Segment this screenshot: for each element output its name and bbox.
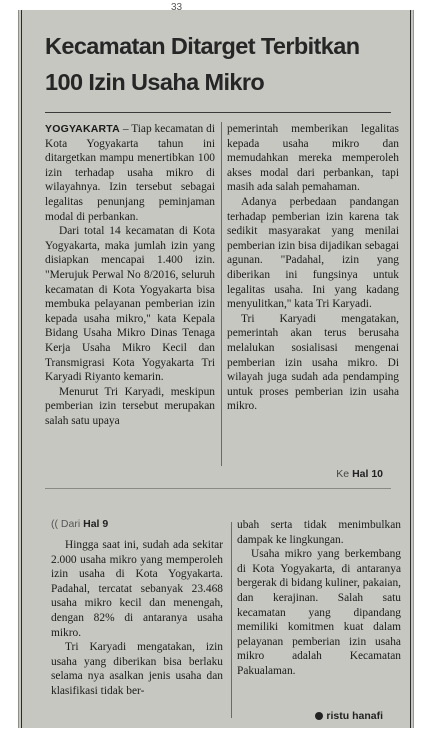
- article-paragraph: ubah serta tidak menimbulkan dampak ke lingkungan.: [237, 519, 401, 546]
- page-mark: 33: [171, 2, 183, 13]
- article-paragraph: Usaha mikro yang berkembang di Kota Yogyakarta, di antaranya bergerak di bidang kuliner, pakaian, dan kerajinan. Salah satu kecamatan yang dipandang memiliki komitmen kuat dalam pelayanan pemberian izin usaha mikro adalah Kecamatan Pakualaman.: [237, 548, 401, 677]
- column-divider: [221, 122, 222, 466]
- article-paragraph: Hingga saat ini, sudah ada sekitar 2.000 usaha mikro yang memperoleh izin usaha di Kota Yogyakarta. Padahal, tercatat sebanyak 23.468 usaha mikro kecil dan menengah, dengan 82% di antaranya usaha mikro.: [51, 539, 223, 639]
- continued-page: Hal 10: [352, 468, 383, 480]
- article-paragraph: Dari total 14 kecamatan di Kota Yogyakarta, maka jumlah izin yang disiapkan mencapai 1.400 izin. "Merujuk Perwal No 8/2016, seluruh kecamatan di Kota Yogyakarta bisa membuka pelayanan pemberian izin kepada usaha mikro," kata Kepala Bidang Usaha Mikro Dinas Tenaga Kerja Usaha Mikro Kecil dan Transmigrasi Kota Yogyakarta Tri Karyadi Riyanto kemarin.: [45, 225, 215, 384]
- continuation-column-2: [237, 518, 401, 679]
- continued-from-label: (( Dari Hal 9: [51, 518, 109, 530]
- newspaper-clipping: [18, 2, 414, 728]
- article-paragraph: Tri Karyadi mengatakan, pemerintah akan terus berusaha melalukan sosialisasi mengenai pemberian izin usaha mikro. Di wilayah juga sudah ada pendamping untuk proses pemberian izin usaha mikro.: [227, 312, 399, 413]
- headline-line-2: 100 Izin Usaha Mikro: [45, 69, 265, 95]
- frame-border-right: [410, 10, 411, 728]
- article-paragraph: Adanya perbedaan pandangan terhadap pemberian izin karena tak sedikit masyarakat yang menilai pemberian izin bisa dijadikan sebagai agunan. "Padahal, izin yang diberikan ini fungsinya untuk legalitas usaha. Ini yang kadang menyulitkan," kata Tri Karyadi.: [227, 195, 399, 311]
- article-column-2: [227, 122, 399, 414]
- article-paragraph: Menurut Tri Karyadi, meskipun pemberian izin tersebut merupakan salah satu upaya: [45, 385, 215, 427]
- article-paragraph: pemerintah memberikan legalitas kepada usaha mikro dan memudahkan mereka memperoleh akses modal dari perbankan, tapi masih ada salah pemahaman.: [227, 123, 399, 194]
- continued-from-page: Hal 9: [83, 518, 109, 530]
- frame-border-left: [21, 10, 22, 728]
- headline: [45, 28, 405, 100]
- article-paragraph: Tri Karyadi mengatakan, izin usaha yang diberikan bisa berlaku selama nya asalkan jenis usaha dan klasifikasi tidak ber-: [51, 641, 223, 697]
- column-divider: [231, 522, 232, 718]
- headline-rule: [45, 112, 391, 113]
- section-rule: [45, 488, 391, 489]
- headline-line-1: Kecamatan Ditarget Terbitkan: [45, 33, 360, 59]
- continued-on-label: Ke Hal 10: [336, 468, 383, 480]
- byline: ristu hanafi: [315, 710, 383, 722]
- byline-bullet-icon: [315, 712, 323, 720]
- continuation-column-1: [51, 538, 223, 699]
- dateline: YOGYAKARTA: [45, 123, 120, 135]
- article-paragraph: YOGYAKARTA – Tiap kecamatan di Kota Yogyakarta tahun ini ditargetkan mampu menertibkan 100 izin terhadap usaha mikro di wilayahnya. Izin tersebut sebagai legalitas penunjang peminjaman modal di perbankan.: [45, 123, 215, 223]
- article-column-1: [45, 122, 215, 428]
